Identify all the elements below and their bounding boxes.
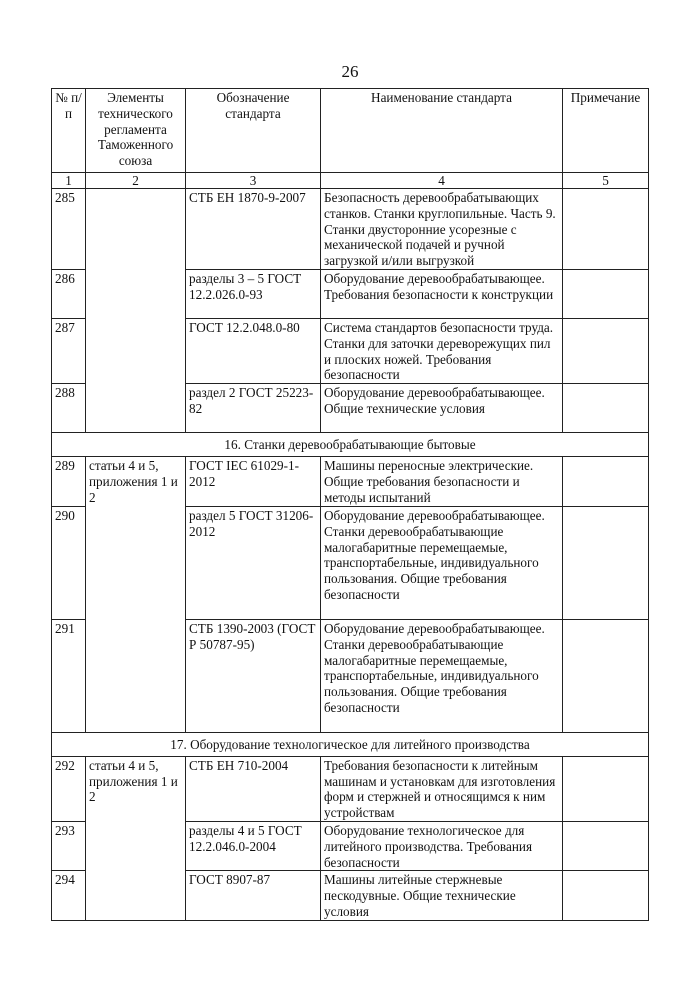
header-note: Примечание	[563, 89, 649, 173]
note-cell	[563, 821, 649, 870]
standard-designation: СТБ 1390-2003 (ГОСТ Р 50787-95)	[186, 619, 321, 732]
table-row	[52, 456, 649, 506]
note-cell	[563, 384, 649, 433]
table-header-row	[52, 89, 649, 173]
column-number: 1	[52, 173, 86, 189]
standard-designation: раздел 2 ГОСТ 25223-82	[186, 384, 321, 433]
page-number: 26	[341, 62, 359, 81]
note-cell	[563, 456, 649, 506]
section-row	[52, 732, 649, 756]
table-row	[52, 189, 649, 270]
standard-designation: разделы 4 и 5 ГОСТ 12.2.046.0-2004	[186, 821, 321, 870]
standard-name: Оборудование деревообрабатывающее. Станки деревообрабатывающие малогабаритные перемещаемые, транспортабельные, индивидуального пользования. Общие требования безопасности	[321, 619, 563, 732]
standard-name: Машины литейные стержневые пескодувные. Общие технические условия	[321, 871, 563, 920]
standard-designation: СТБ ЕН 710-2004	[186, 756, 321, 821]
column-numbers-row	[52, 173, 649, 189]
column-number: 5	[563, 173, 649, 189]
standard-name: Оборудование деревообрабатывающее. Станки деревообрабатывающие малогабаритные перемещаемые, транспортабельные, индивидуального пользования. Общие требования безопасности	[321, 506, 563, 619]
row-number: 294	[52, 871, 86, 920]
note-cell	[563, 871, 649, 920]
standard-designation: СТБ ЕН 1870-9-2007	[186, 189, 321, 270]
row-number: 293	[52, 821, 86, 870]
standard-name: Оборудование технологическое для литейного производства. Требования безопасности	[321, 821, 563, 870]
row-number: 288	[52, 384, 86, 433]
standard-name: Оборудование деревообрабатывающее. Общие технические условия	[321, 384, 563, 433]
standard-name: Машины переносные электрические. Общие требования безопасности и методы испытаний	[321, 456, 563, 506]
note-cell	[563, 189, 649, 270]
section-title: 17. Оборудование технологическое для литейного производства	[52, 732, 649, 756]
note-cell	[563, 756, 649, 821]
standard-name: Безопасность деревообрабатывающих станков. Станки круглопильные. Часть 9. Станки двусторонние усорезные с механической подачей и ручной загрузкой и/или выгрузкой	[321, 189, 563, 270]
elements-cell: статьи 4 и 5, приложения 1 и 2	[86, 456, 186, 732]
elements-cell	[86, 189, 186, 433]
standard-name: Требования безопасности к литейным машинам и установкам для изготовления форм и стержней и относящимся к ним устройствам	[321, 756, 563, 821]
header-number: № п/п	[52, 89, 86, 173]
section-row	[52, 433, 649, 457]
standard-name: Оборудование деревообрабатывающее. Требования безопасности к конструкции	[321, 270, 563, 319]
standard-designation: ГОСТ 12.2.048.0-80	[186, 319, 321, 384]
standard-designation: разделы 3 – 5 ГОСТ 12.2.026.0-93	[186, 270, 321, 319]
header-elements: Элементы технического регламента Таможенного союза	[86, 89, 186, 173]
row-number: 285	[52, 189, 86, 270]
table-row	[52, 756, 649, 821]
row-number: 290	[52, 506, 86, 619]
standard-designation: ГОСТ 8907-87	[186, 871, 321, 920]
note-cell	[563, 506, 649, 619]
column-number: 2	[86, 173, 186, 189]
section-title: 16. Станки деревообрабатывающие бытовые	[52, 433, 649, 457]
row-number: 291	[52, 619, 86, 732]
column-number: 3	[186, 173, 321, 189]
header-name: Наименование стандарта	[321, 89, 563, 173]
header-designation: Обозначение стандарта	[186, 89, 321, 173]
standard-designation: раздел 5 ГОСТ 31206-2012	[186, 506, 321, 619]
elements-cell: статьи 4 и 5, приложения 1 и 2	[86, 756, 186, 920]
row-number: 287	[52, 319, 86, 384]
standards-table	[51, 88, 649, 921]
note-cell	[563, 319, 649, 384]
note-cell	[563, 270, 649, 319]
standard-designation: ГОСТ IEC 61029-1-2012	[186, 456, 321, 506]
row-number: 292	[52, 756, 86, 821]
note-cell	[563, 619, 649, 732]
column-number: 4	[321, 173, 563, 189]
row-number: 289	[52, 456, 86, 506]
standard-name: Система стандартов безопасности труда. Станки для заточки дереворежущих пил и плоских ножей. Требования безопасности	[321, 319, 563, 384]
row-number: 286	[52, 270, 86, 319]
